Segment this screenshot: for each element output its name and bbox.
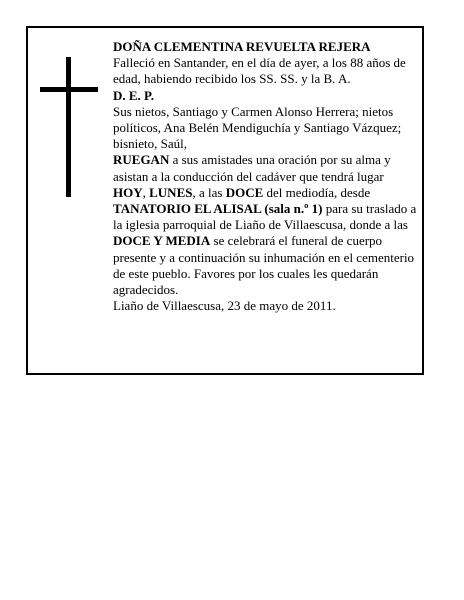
time-keyword: DOCE (225, 184, 264, 200)
rip-line: D. E. P. (113, 87, 155, 103)
place-keyword: TANATORIO EL ALISAL (sala n.º 1) (113, 201, 323, 217)
cross-icon (40, 57, 98, 197)
day-keyword: HOY (113, 184, 143, 200)
cross-vertical-bar (66, 57, 71, 197)
death-announcement: Falleció en Santander, en el día de ayer, a los 88 años de edad, habiendo recibido los SS. SS. y la B. A. (113, 55, 406, 87)
obituary-text-narrow (113, 39, 419, 314)
cross-horizontal-bar (40, 87, 98, 92)
request-paragraph: RUEGAN a sus amistades una oración por su alma y asistan a la conducción del cadáver que tendrá lugar HOY, LUNES, a las DOCE del mediodía, desde TANATORIO EL ALISAL (sala n.º 1) para su traslado a la iglesia parroquial de Liaño de Villaescusa, donde a las DOCE Y MEDIA se celebrará el funeral de cuerpo presente y a continuación su inhumación en el cementerio de este pueblo. Favores por los cuales les quedarán agradecidos. (113, 152, 417, 298)
place-and-date: Liaño de Villaescusa, 23 de mayo de 2011. (113, 298, 336, 314)
weekday-keyword: LUNES (149, 184, 193, 200)
family-list: Sus nietos, Santiago y Carmen Alonso Herrera; nietos políticos, Ana Belén Mendiguchía y Santiago Vázquez; bisnieto, Saúl, (113, 103, 402, 152)
deceased-name: DOÑA CLEMENTINA REVUELTA REJERA (113, 39, 371, 54)
obituary-notice (26, 26, 424, 375)
funeral-time-keyword: DOCE Y MEDIA (113, 233, 211, 249)
request-keyword: RUEGAN (113, 152, 170, 168)
